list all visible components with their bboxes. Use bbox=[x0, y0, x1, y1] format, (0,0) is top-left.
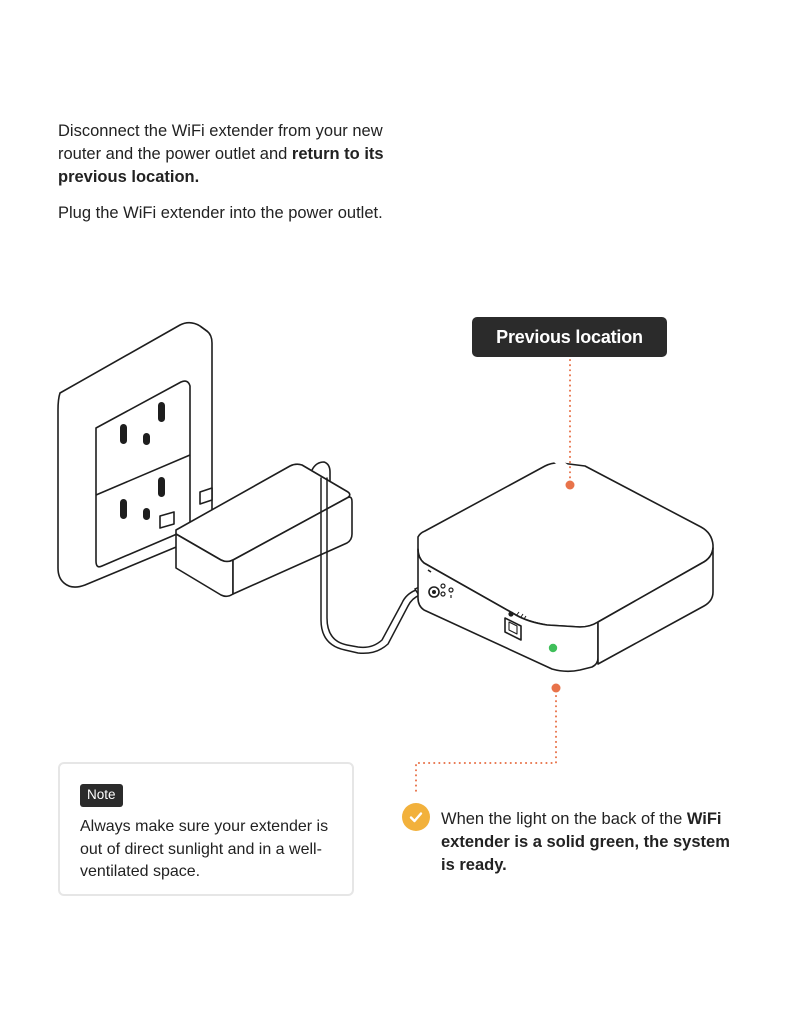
status-light-pointer bbox=[416, 684, 561, 796]
checkmark-icon bbox=[402, 803, 430, 831]
note-tag: Note bbox=[80, 784, 123, 807]
status-light-green bbox=[549, 644, 557, 652]
wifi-extender-illustration bbox=[418, 460, 713, 671]
status-message bbox=[402, 800, 732, 880]
step-1-text: Disconnect the WiFi extender from your new router and the power outlet and bbox=[58, 122, 383, 163]
note-text: Always make sure your extender is out of direct sunlight and in a well-ventilated space. bbox=[80, 818, 329, 880]
previous-location-label: Previous location bbox=[472, 317, 667, 357]
note-card bbox=[58, 762, 354, 896]
status-text-emphasis: WiFi extender is a solid green, the system is ready. bbox=[441, 810, 730, 874]
status-text-plain: When the light on the back of the bbox=[441, 810, 687, 828]
instruction-step-2: Plug the WiFi extender into the power outlet. bbox=[58, 204, 383, 222]
status-text bbox=[441, 808, 731, 877]
step-1-emphasis: return to its previous location. bbox=[58, 145, 384, 186]
